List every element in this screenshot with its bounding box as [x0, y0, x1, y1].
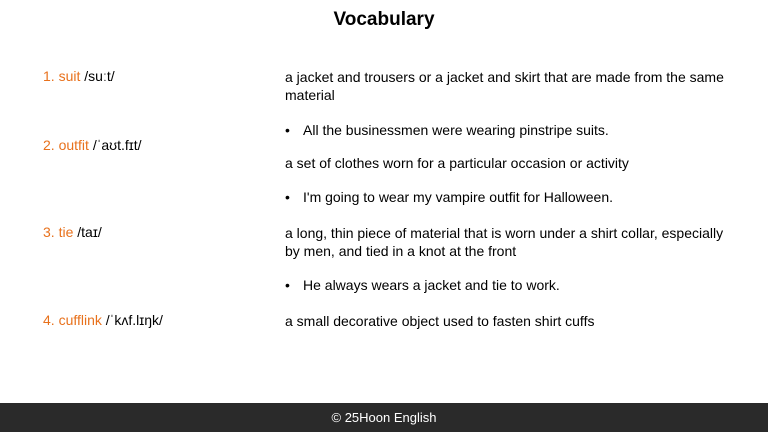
term-word: outfit: [58, 137, 89, 153]
example-tie: [285, 276, 740, 294]
page-title: Vocabulary: [333, 9, 435, 30]
example-text: I'm going to wear my vampire outfit for Halloween.: [303, 189, 614, 205]
term-cufflink: [43, 312, 163, 328]
definition-cufflink: a small decorative object used to fasten shirt cuffs: [285, 313, 595, 329]
example-text: All the businessmen were wearing pinstripe suits.: [303, 122, 609, 138]
bullet-icon: •: [285, 122, 290, 138]
definition-outfit: a set of clothes worn for a particular occasion or activity: [285, 155, 629, 171]
term-word: suit: [58, 68, 81, 84]
term-number: 1.: [43, 68, 55, 84]
term-pronunciation: /taɪ/: [77, 224, 102, 240]
term-pronunciation: /ˈkʌf.lɪŋk/: [105, 312, 163, 328]
term-suit: [43, 68, 115, 84]
term-number: 2.: [43, 137, 55, 153]
footer-copyright: © 25Hoon English: [0, 403, 768, 432]
term-outfit: [43, 137, 142, 153]
term-tie: [43, 224, 102, 240]
example-outfit: [285, 188, 740, 206]
bullet-icon: •: [285, 189, 290, 205]
definition-suit: a jacket and trousers or a jacket and skirt that are made from the same material: [285, 69, 724, 103]
term-number: 3.: [43, 224, 55, 240]
bullet-icon: •: [285, 277, 290, 293]
term-word: tie: [58, 224, 74, 240]
term-word: cufflink: [58, 312, 102, 328]
term-pronunciation: /ˈaʊt.fɪt/: [92, 137, 142, 153]
term-pronunciation: /suːt/: [84, 68, 115, 84]
example-suit: [285, 121, 740, 139]
term-number: 4.: [43, 312, 55, 328]
definition-tie: a long, thin piece of material that is worn under a shirt collar, especially by men, and tied in a knot at the front: [285, 225, 724, 259]
example-text: He always wears a jacket and tie to work.: [303, 277, 560, 293]
